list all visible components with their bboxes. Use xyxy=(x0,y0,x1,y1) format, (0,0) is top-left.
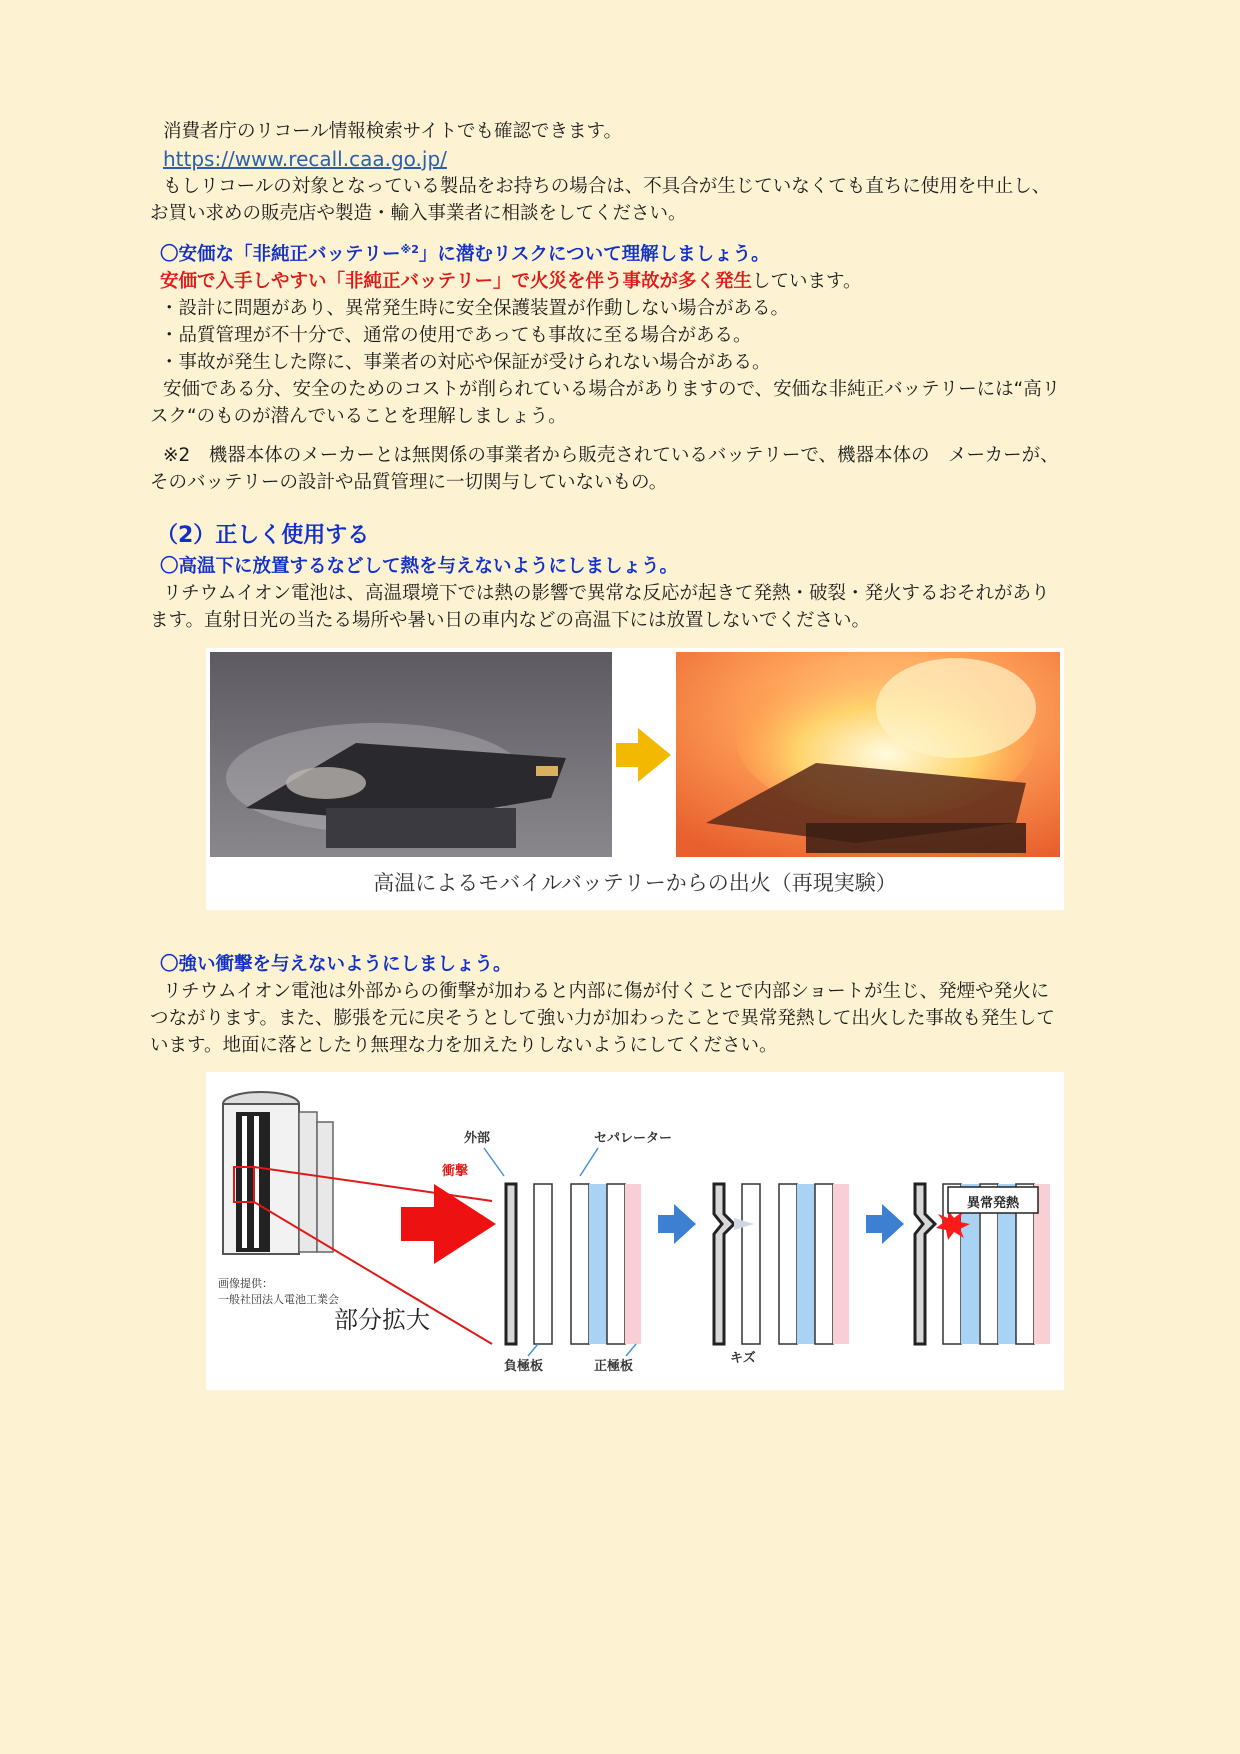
blue-arrow-icon xyxy=(658,1204,696,1244)
non-genuine-heading xyxy=(160,241,1140,268)
warning-red-text: 安価で入手しやすい「非純正バッテリー」で火災を伴う事故が多く発生 xyxy=(160,271,753,292)
summary-line2: スク“のものが潜んでいることを理解しましょう。 xyxy=(150,406,567,427)
yellow-arrow-icon xyxy=(616,728,671,782)
label-separator: セパレーター xyxy=(594,1131,673,1146)
footnote-line2: そのバッテリーの設計や品質管理に一切関与していないもの。 xyxy=(150,472,668,493)
layers-stage1 xyxy=(506,1184,641,1344)
impact-diagram-svg xyxy=(206,1072,1064,1390)
impact-line2: つながります。また、膨張を元に戻そうとして強い力が加わったことで異常発熱して出火した事故も発生して xyxy=(150,1008,1055,1029)
heat-heading: 〇高温下に放置するなどして熱を与えないようにしましょう。 xyxy=(160,556,679,577)
recall-url-line xyxy=(150,146,1143,174)
label-impact: 衝撃 xyxy=(442,1164,469,1179)
battery-cutaway-illustration xyxy=(223,1092,333,1254)
heading-text-pre: 〇安価な「非純正バッテリー xyxy=(160,244,401,265)
recall-advice-line1: もしリコールの対象となっている製品をお持ちの場合は、不具合が生じていなくても直ちに使用を中止し、 xyxy=(163,176,1051,197)
heading-text-post: 」に潜むリスクについて理解しましょう。 xyxy=(418,244,770,265)
recall-advice-line2: お買い求めの販売店や製造・輸入事業者に相談をしてください。 xyxy=(150,203,687,224)
heading-note-ref: ※2 xyxy=(400,242,419,256)
heat-line1: リチウムイオン電池は、高温環境下では熱の影響で異常な反応が起きて発熱・破裂・発火するおそれがあり xyxy=(163,583,1050,604)
section-title: （2）正しく使用する xyxy=(156,523,370,548)
credit-line2: 一般社団法人電池工業会 xyxy=(218,1293,339,1306)
warning-rest-text: しています。 xyxy=(752,271,862,292)
label-scratch: キズ xyxy=(730,1351,756,1366)
label-heat: 異常発熱 xyxy=(966,1196,1020,1211)
label-positive: 正極板 xyxy=(594,1359,634,1374)
footnote-line1: ※2 機器本体のメーカーとは無関係の事業者から販売されているバッテリーで、機器本体の メーカーが、 xyxy=(163,445,1059,466)
bullet-item: ・事故が発生した際に、事業者の対応や保証が受けられない場合がある。 xyxy=(160,352,771,373)
impact-heading: 〇強い衝撃を与えないようにしましょう。 xyxy=(160,954,512,975)
summary-line1: 安価である分、安全のためのコストが削られている場合がありますので、安価な非純正バッテリーには“高リ xyxy=(163,379,1061,400)
label-exterior: 外部 xyxy=(464,1131,491,1146)
zoom-label: 部分拡大 xyxy=(334,1306,430,1334)
impact-arrow-icon xyxy=(401,1184,496,1264)
layers-stage2 xyxy=(714,1184,849,1344)
photo-caption: 高温によるモバイルバッテリーからの出火（再現実験） xyxy=(373,871,897,895)
fire-experiment-illustration xyxy=(206,648,1064,910)
impact-line1: リチウムイオン電池は外部からの衝撃が加わると内部に傷が付くことで内部ショートが生じ、発煙や発火に xyxy=(163,981,1050,1002)
recall-url-link[interactable]: https://www.recall.caa.go.jp/ xyxy=(163,147,447,171)
credit-line1: 画像提供： xyxy=(218,1277,273,1290)
recall-intro: 消費者庁のリコール情報検索サイトでも確認できます。 xyxy=(163,121,622,142)
bullet-item: ・品質管理が不十分で、通常の使用であっても事故に至る場合がある。 xyxy=(160,325,752,346)
bullet-item: ・設計に問題があり、異常発生時に安全保護装置が作動しない場合がある。 xyxy=(160,298,790,319)
impact-line3: います。地面に落としたり無理な力を加えたりしないようにしてください。 xyxy=(150,1035,778,1056)
fire-experiment-photo xyxy=(206,648,1064,910)
label-negative: 負極板 xyxy=(504,1359,544,1374)
blue-arrow-icon xyxy=(866,1204,904,1244)
impact-diagram xyxy=(206,1072,1064,1390)
warning-line xyxy=(160,268,1140,295)
heat-line2: ます。直射日光の当たる場所や暑い日の車内などの高温下には放置しないでください。 xyxy=(150,610,871,631)
